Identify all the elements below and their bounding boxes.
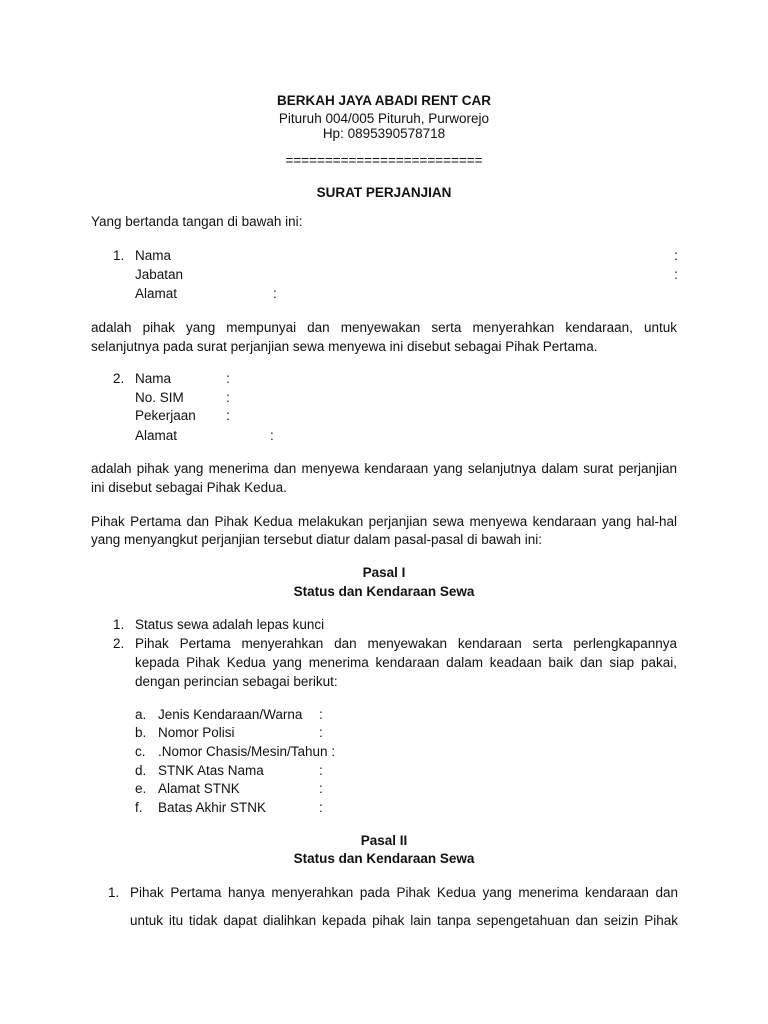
party1-jabatan-label: Jabatan [135, 267, 184, 282]
party2-alamat-colon: : [270, 428, 274, 443]
company-name: BERKAH JAYA ABADI RENT CAR [276, 93, 492, 108]
pasal1-heading: Pasal I [362, 565, 406, 580]
party2-nama-label: Nama [135, 371, 172, 386]
detail-label: .Nomor Chasis/Mesin/Tahun : [158, 744, 336, 759]
detail-colon: : [319, 781, 323, 796]
company-address: Pituruh 004/005 Pituruh, Purworejo [278, 111, 490, 126]
party2-pekerjaan-label: Pekerjaan [135, 408, 196, 423]
pasal2-item1-number: 1. [108, 885, 120, 900]
detail-colon: : [319, 707, 323, 722]
pasal1-item2-line3: dengan perincian sebagai berikut: [135, 674, 338, 689]
header-divider: ========================= [285, 153, 483, 168]
party1-alamat-colon: : [273, 286, 277, 301]
party2-description-line2: ini disebut sebagai Pihak Kedua. [91, 480, 287, 495]
party2-sim-label: No. SIM [135, 390, 184, 405]
detail-colon: : [319, 763, 323, 778]
pasal2-heading: Pasal II [360, 833, 408, 848]
pasal1-item2-line2: kepada Pihak Kedua yang menerima kendaraan dalam keadaan baik dan siap pakai, [135, 655, 677, 670]
pasal1-item1-number: 1. [113, 617, 125, 632]
detail-letter: d. [135, 763, 147, 778]
pasal2-subheading: Status dan Kendaraan Sewa [293, 851, 475, 866]
detail-letter: f. [135, 800, 143, 815]
detail-colon: : [319, 725, 323, 740]
party1-number: 1. [113, 248, 125, 263]
party1-description-line2: selanjutnya pada surat perjanjian sewa menyewa ini disebut sebagai Pihak Pertama. [91, 339, 598, 354]
party1-description-line1: adalah pihak yang mempunyai dan menyewakan serta menyerahkan kendaraan, untuk [91, 320, 677, 335]
agreement-line1: Pihak Pertama dan Pihak Kedua melakukan perjanjian sewa menyewa kendaraan yang hal-hal [91, 514, 677, 529]
detail-label: Nomor Polisi [158, 725, 235, 740]
pasal2-item1-line1: Pihak Pertama hanya menyerahkan pada Pihak Kedua yang menerima kendaraan dan [130, 885, 678, 900]
party2-number: 2. [113, 371, 125, 386]
agreement-line2: yang menyangkut perjanjian tersebut diatur dalam pasal-pasal di bawah ini: [91, 532, 543, 547]
detail-colon: : [319, 800, 323, 815]
party2-sim-colon: : [226, 390, 230, 405]
party1-jabatan-colon: : [674, 267, 678, 282]
pasal1-item2-line1: Pihak Pertama menyerahkan dan menyewakan kendaraan serta perlengkapannya [135, 636, 677, 651]
party2-nama-colon: : [226, 371, 230, 386]
detail-label: Jenis Kendaraan/Warna [158, 707, 303, 722]
company-phone: Hp: 0895390578718 [322, 126, 446, 141]
party1-nama-label: Nama [135, 248, 172, 263]
document-title: SURAT PERJANJIAN [316, 185, 452, 200]
party2-pekerjaan-colon: : [226, 408, 230, 423]
pasal2-item1-line2: untuk itu tidak dapat dialihkan kepada pihak lain tanpa sepengetahuan dan seizin Pihak [130, 913, 678, 928]
detail-letter: b. [135, 725, 147, 740]
party2-alamat-label: Alamat [135, 428, 178, 443]
pasal1-subheading: Status dan Kendaraan Sewa [293, 584, 475, 599]
detail-label: STNK Atas Nama [158, 763, 264, 778]
detail-label: Batas Akhir STNK [158, 800, 267, 815]
detail-letter: e. [135, 781, 147, 796]
party1-alamat-label: Alamat [135, 286, 178, 301]
pasal1-item1-text: Status sewa adalah lepas kunci [135, 617, 325, 632]
party1-nama-colon: : [674, 248, 678, 263]
detail-letter: c. [135, 744, 146, 759]
intro-text: Yang bertanda tangan di bawah ini: [91, 214, 303, 229]
pasal1-item2-number: 2. [113, 636, 125, 651]
party2-description-line1: adalah pihak yang menerima dan menyewa kendaraan yang selanjutnya dalam surat perjanjian [91, 461, 677, 476]
detail-label: Alamat STNK [158, 781, 240, 796]
detail-letter: a. [135, 707, 147, 722]
